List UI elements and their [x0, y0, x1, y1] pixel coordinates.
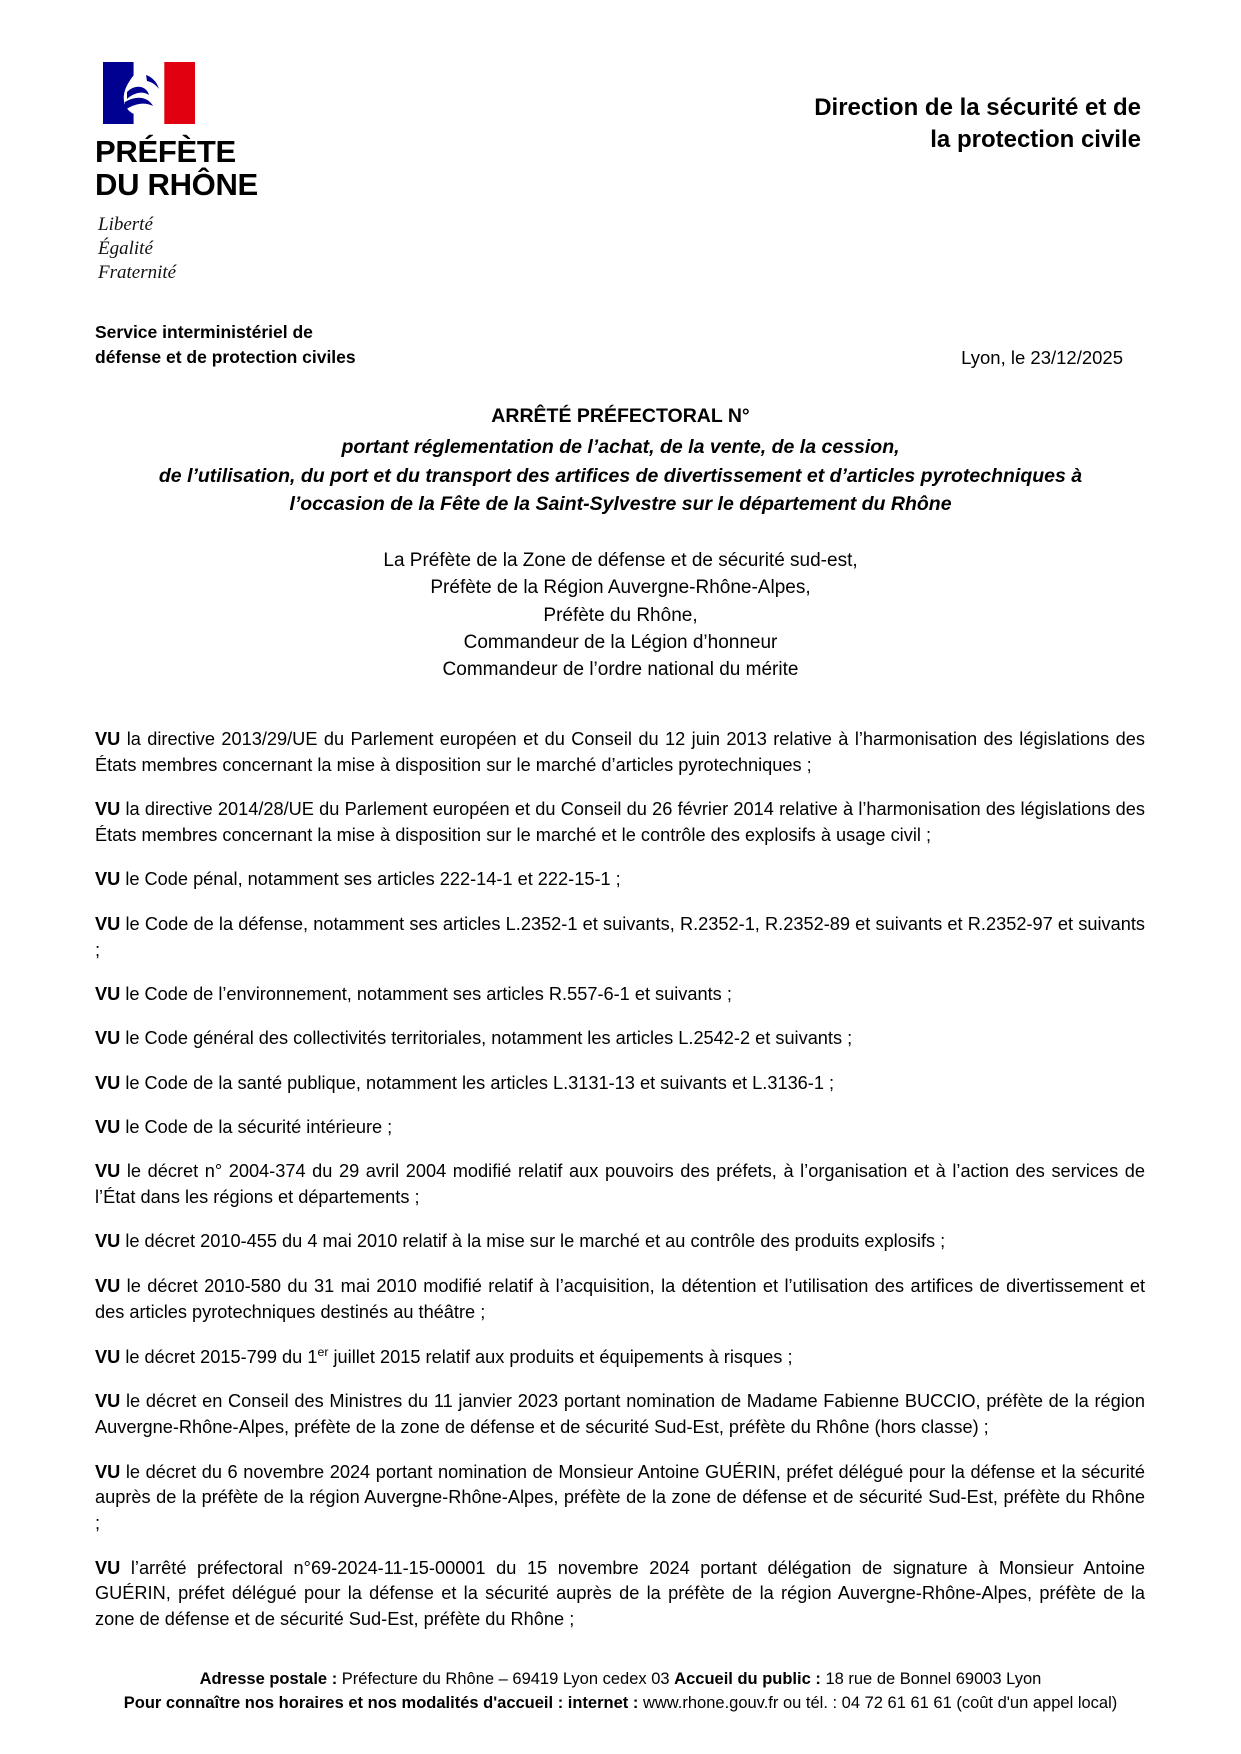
- vu-text: le décret 2010-580 du 31 mai 2010 modifié relatif à l’acquisition, la détention et l’utilisation des artifices de divertissement et des articles pyrotechniques destinés au théâtre ;: [95, 1275, 1145, 1322]
- vu-text: le décret 2015-799 du 1er juillet 2015 relatif aux produits et équipements à risques ;: [125, 1345, 793, 1368]
- vu-text: l’arrêté préfectoral n°69-2024-11-15-00001 du 15 novembre 2024 portant délégation de signature à Monsieur Antoine GUÉRIN, préfet délégué pour la défense et la sécurité auprès de la préfète de la région Auvergne-Rhône-Alpes, préfète de la zone de défense et de sécurité Sud-Est, préfète du Rhône ;: [95, 1557, 1145, 1630]
- direction-title-line1: Direction de la sécurité et de: [814, 94, 1141, 121]
- vu-label: VU: [95, 1072, 121, 1093]
- footer-postal-label: Adresse postale :: [199, 1669, 338, 1688]
- logo-title-line1: PRÉFÈTE: [95, 134, 236, 169]
- motto-liberte: Liberté: [98, 213, 153, 235]
- quality-line-5: Commandeur de l’ordre national du mérite: [442, 658, 799, 680]
- vu-clause: [95, 1026, 1145, 1052]
- vu-text: le décret en Conseil des Ministres du 11 janvier 2023 portant nomination de Madame Fabienne BUCCIO, préfète de la région Auvergne-Rhône-Alpes, préfète de la zone de défense et de sécurité Sud-Est, préfète du Rhône (hors classe) ;: [95, 1391, 1146, 1438]
- vu-label: VU: [95, 913, 121, 934]
- vu-clause: [95, 1274, 1145, 1326]
- vu-text: le Code pénal, notamment ses articles 222-14-1 et 222-15-1 ;: [125, 869, 621, 890]
- vu-label: VU: [95, 1391, 121, 1412]
- vu-clause: [95, 727, 1145, 779]
- french-flag-marianne-icon: [103, 62, 195, 124]
- vu-label: VU: [95, 729, 121, 750]
- decree-number: ARRÊTÉ PRÉFECTORAL N°: [491, 405, 750, 428]
- vu-text: le décret 2010-455 du 4 mai 2010 relatif à la mise sur le marché et au contrôle des produits explosifs ;: [125, 1231, 946, 1252]
- vu-clause: [95, 867, 1145, 893]
- decree-object: [110, 433, 1131, 520]
- vu-clause: [95, 1159, 1145, 1211]
- footer-public-label: Accueil du public :: [674, 1669, 821, 1688]
- quality-line-4: Commandeur de la Légion d’honneur: [463, 631, 778, 653]
- vu-label: VU: [95, 1461, 121, 1482]
- vu-text: le Code de l’environnement, notamment ses articles R.557-6-1 et suivants ;: [125, 983, 732, 1004]
- vu-label: VU: [95, 1347, 121, 1368]
- vu-text: le Code de la santé publique, notamment les articles L.3131-13 et suivants et L.3136-1 ;: [125, 1072, 835, 1093]
- motto-fraternite: Fraternité: [98, 262, 177, 284]
- motto-egalite: Égalité: [98, 238, 153, 260]
- direction-title-line2: la protection civile: [930, 126, 1141, 154]
- vu-text: le Code général des collectivités territoriales, notamment les articles L.2542-2 et suivants ;: [125, 1028, 853, 1049]
- vu-clause: [95, 1460, 1145, 1538]
- vu-clause: [95, 1115, 1145, 1141]
- vu-clause: [95, 1389, 1145, 1441]
- vu-label: VU: [95, 1161, 121, 1182]
- republic-motto: [98, 213, 345, 286]
- service-and-date-row: [0, 286, 1241, 371]
- vu-text: la directive 2013/29/UE du Parlement européen et du Conseil du 12 juin 2013 relative à l’harmonisation des législations des États membres concernant la mise à disposition sur le marché d’articles pyrotechniques ;: [95, 729, 1145, 775]
- decree-object-line2: de l’utilisation, du port et du transport des artifices de divertissement et d’articles pyrotechniques à: [158, 464, 1083, 487]
- vu-clause: [95, 912, 1145, 964]
- footer-contact-line: [60, 1691, 1181, 1716]
- quality-line-2: Préfète de la Région Auvergne-Rhône-Alpes,: [430, 577, 811, 599]
- vu-label: VU: [95, 1028, 121, 1049]
- service-name: [95, 320, 356, 371]
- vu-text: le décret n° 2004-374 du 29 avril 2004 modifié relatif aux pouvoirs des préfets, à l’organisation et à l’action des services de l’État dans les régions et départements ;: [95, 1161, 1145, 1208]
- vu-clause: [95, 1344, 1145, 1371]
- quality-line-1: La Préfète de la Zone de défense et de sécurité sud-est,: [383, 550, 858, 572]
- direction-title: [814, 62, 1141, 157]
- vu-text: le Code de la sécurité intérieure ;: [125, 1116, 393, 1137]
- footer-hours-label: Pour connaître nos horaires et nos modalités d'accueil : internet :: [123, 1694, 639, 1713]
- footer-hours-value: www.rhone.gouv.fr ou tél. : 04 72 61 61 61 (coût d'un appel local): [638, 1694, 1118, 1713]
- service-name-line2: défense et de protection civiles: [95, 347, 356, 368]
- vu-clause: [95, 797, 1145, 849]
- prefect-qualities: [0, 547, 1241, 683]
- vu-text: la directive 2014/28/UE du Parlement européen et du Conseil du 26 février 2014 relative à l’harmonisation des législations des États membres concernant la mise à disposition sur le marché et le contrôle des explosifs à usage civil ;: [95, 799, 1145, 846]
- service-name-line1: Service interministériel de: [95, 321, 313, 342]
- footer-public-value: 18 rue de Bonnel 69003 Lyon: [820, 1669, 1042, 1688]
- vu-label: VU: [95, 1116, 121, 1137]
- vu-text: le décret du 6 novembre 2024 portant nomination de Monsieur Antoine GUÉRIN, préfet délégué pour la défense et la sécurité auprès de la préfète de la région Auvergne-Rhône-Alpes, préfète de la zone de défense et de sécurité Sud-Est, préfète du Rhône ;: [95, 1461, 1145, 1534]
- vu-clause: [95, 1071, 1145, 1097]
- vu-label: VU: [95, 1231, 121, 1252]
- prefecture-logo: [95, 62, 345, 286]
- vu-clause: [95, 982, 1145, 1008]
- vu-label: VU: [95, 1275, 121, 1296]
- vu-clauses-list: [0, 727, 1241, 1633]
- vu-clause: [95, 1229, 1145, 1255]
- vu-text: le Code de la défense, notamment ses articles L.2352-1 et suivants, R.2352-1, R.2352-89 et suivants et R.2352-97 et suivants ;: [95, 913, 1145, 960]
- logo-title-line2: DU RHÔNE: [95, 166, 258, 202]
- quality-line-3: Préfète du Rhône,: [543, 604, 698, 626]
- decree-title-block: [0, 402, 1241, 519]
- vu-label: VU: [95, 869, 121, 890]
- footer-address-line: [60, 1667, 1181, 1692]
- vu-clause: [95, 1556, 1145, 1634]
- document-header: [0, 0, 1241, 286]
- page-footer: [0, 1667, 1241, 1717]
- vu-label: VU: [95, 799, 121, 820]
- vu-label: VU: [95, 1557, 121, 1578]
- footer-postal-value: Préfecture du Rhône – 69419 Lyon cedex 03: [337, 1669, 675, 1688]
- place-and-date: Lyon, le 23/12/2025: [961, 347, 1123, 369]
- vu-label: VU: [95, 983, 121, 1004]
- logo-title: [95, 136, 345, 202]
- decree-object-line1: portant réglementation de l’achat, de la vente, de la cession,: [341, 435, 900, 458]
- decree-object-line3: l’occasion de la Fête de la Saint-Sylvestre sur le département du Rhône: [289, 493, 952, 516]
